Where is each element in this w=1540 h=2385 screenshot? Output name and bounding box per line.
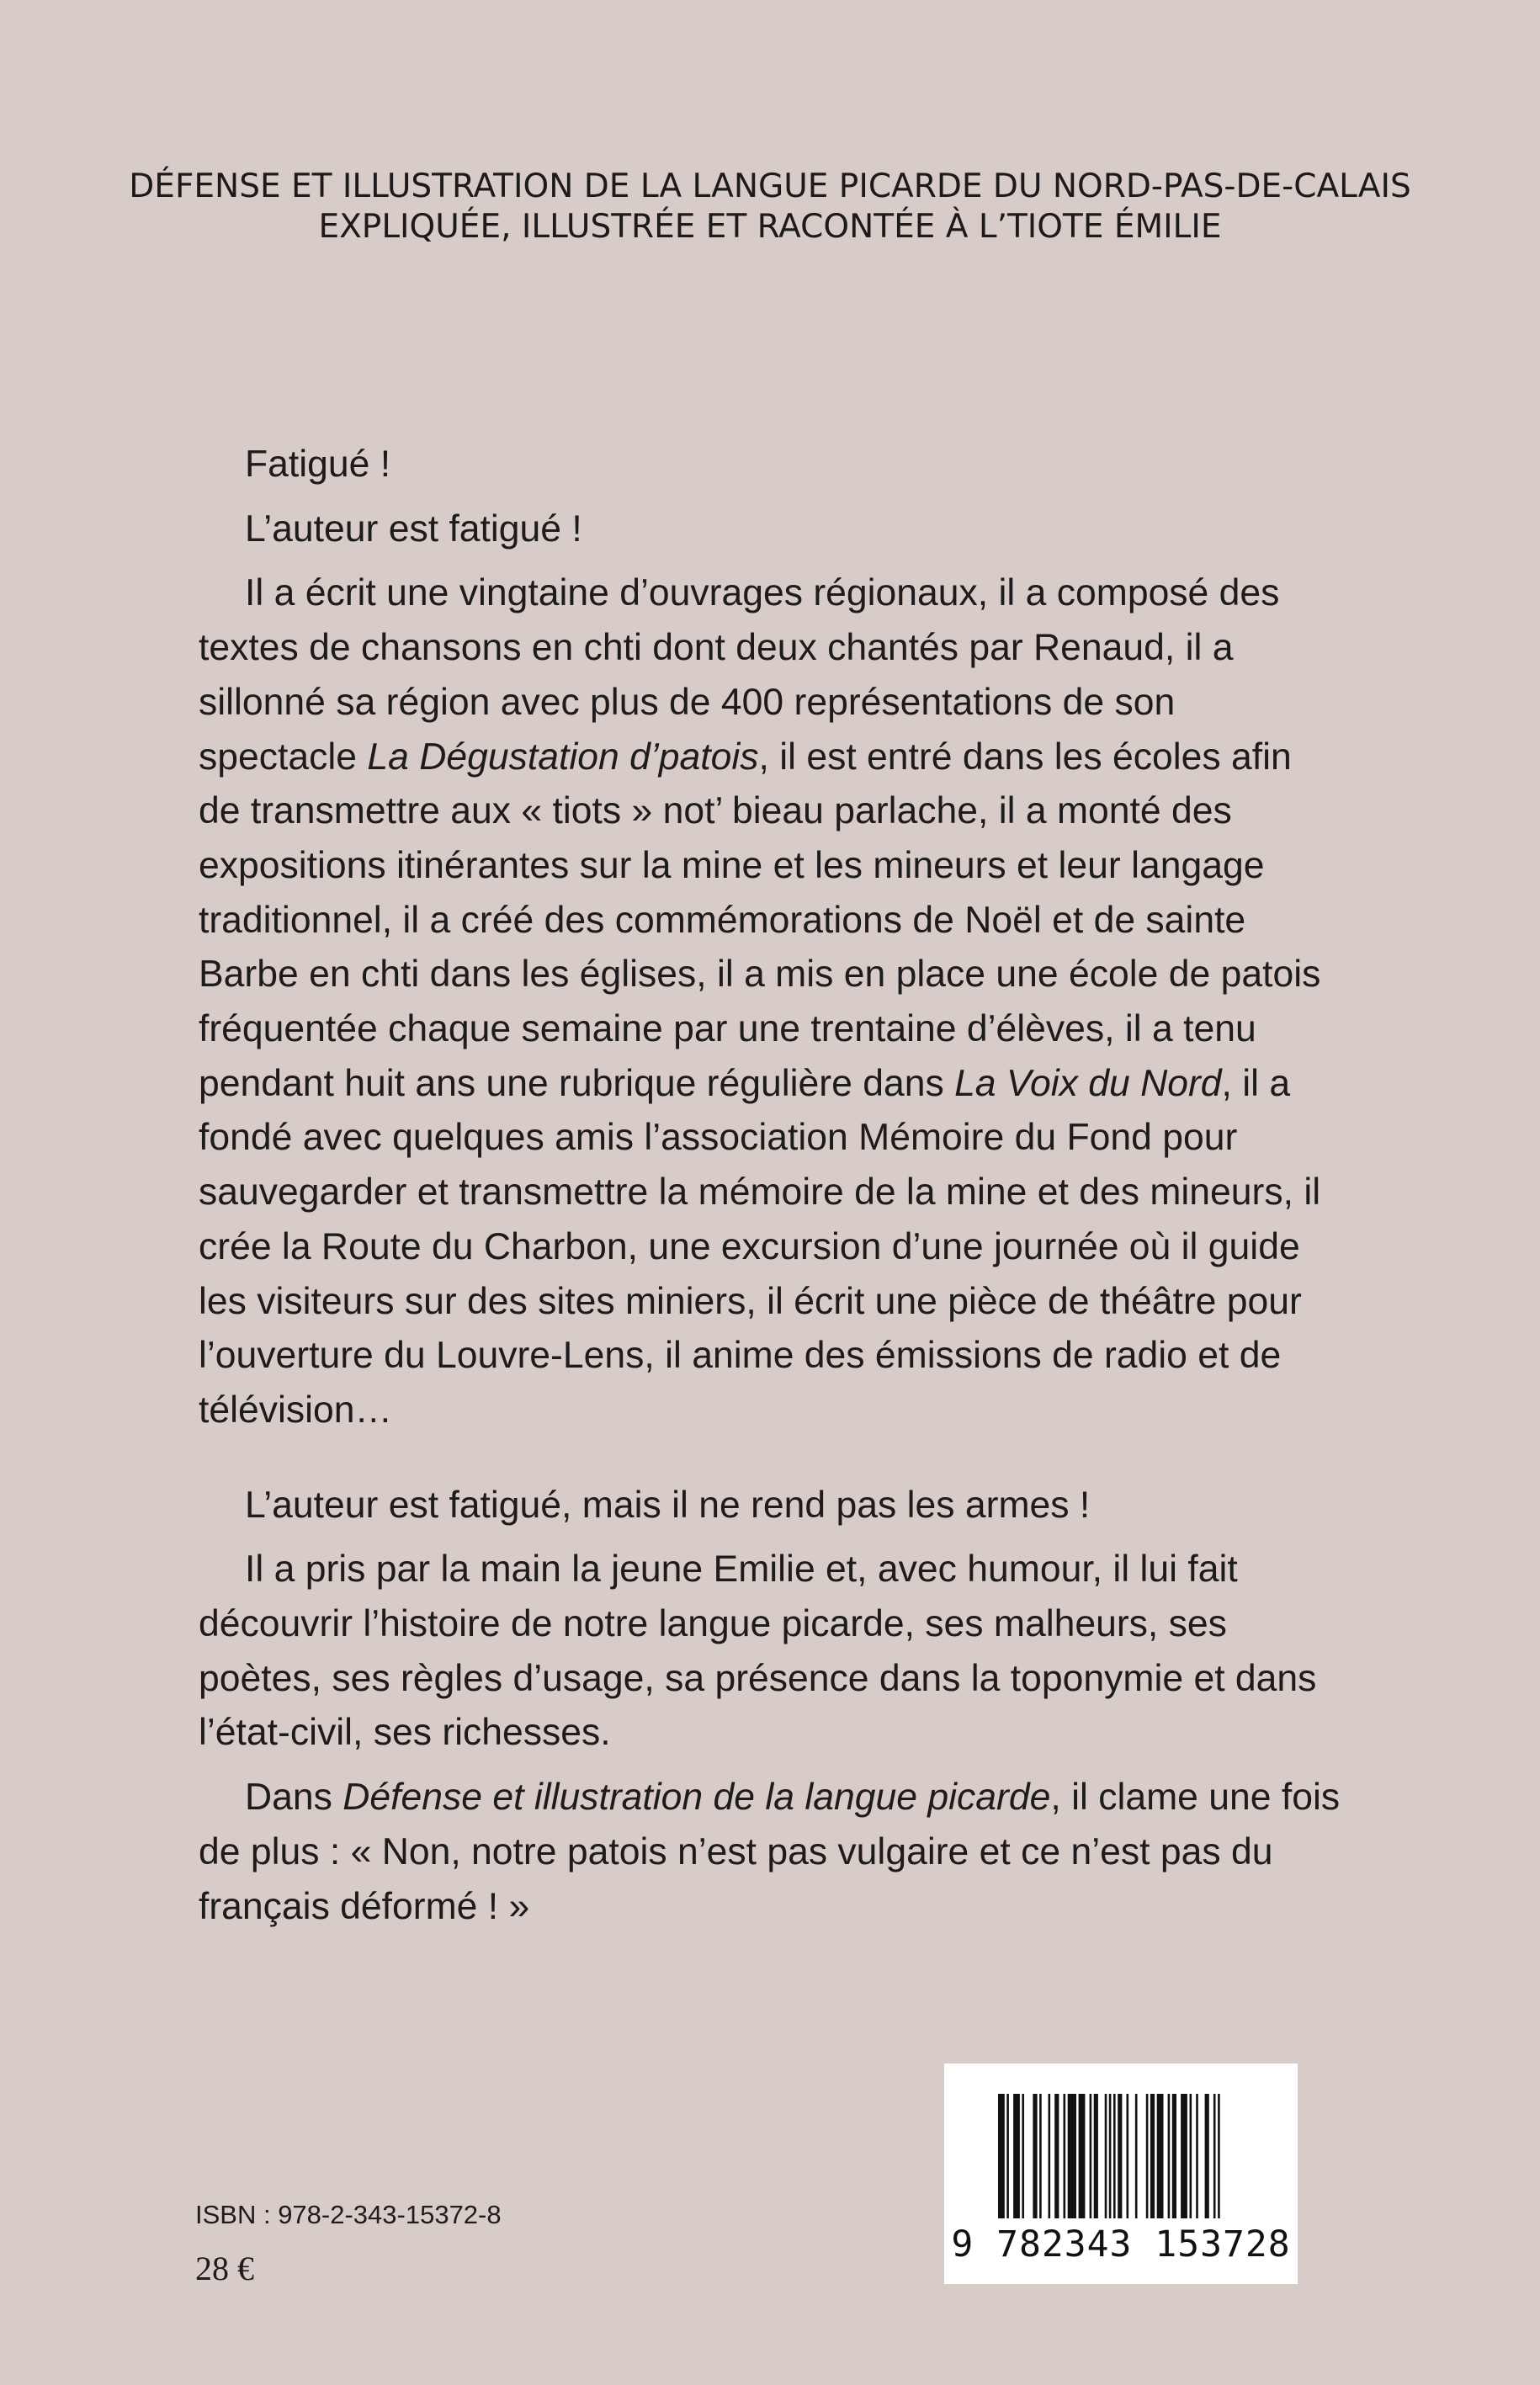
barcode-bar — [1127, 2094, 1129, 2218]
title-line-2: EXPLIQUÉE, ILLUSTRÉE ET RACONTÉE À L’TIOTE ÉMILIE — [318, 207, 1222, 246]
barcode-bar — [1054, 2094, 1059, 2218]
barcode-bar — [1181, 2094, 1187, 2218]
paragraph-3-part-a: Il a écrit une vingtaine d’ouvrages régionaux, il a composé des textes de chansons en chti dont deux chantés par Renaud, il a sillonné sa région avec plus de 400 représentations de son spectacle — [199, 572, 1280, 778]
barcode-bar — [1013, 2094, 1020, 2218]
barcode-bar — [1039, 2094, 1042, 2218]
paragraph-6-part-c: , il clame une fois de plus : « Non, notre patois n’est pas vulgaire et ce n’est pas du français déformé ! » — [199, 1777, 1341, 1927]
barcode-bar — [1033, 2094, 1037, 2218]
barcode-bar — [1105, 2094, 1107, 2218]
barcode-bar — [1068, 2094, 1076, 2218]
barcode-bar — [1168, 2094, 1171, 2218]
barcode-bar — [1006, 2094, 1009, 2218]
paragraph-3-part-c: , il est entré dans les écoles afin de transmettre aux « tiots » not’ bieau parlache, il a monté des expositions itinérantes sur la mine et les mineurs et leur langage traditionnel, il a créé des commémorations de Noël et de sainte Barbe en chti dans les églises, il a mis en place une école de patois fréquentée chaque semaine par une trentaine d’élèves, il a tenu pendant huit ans une rubrique régulière dans — [199, 736, 1321, 1104]
isbn-text: ISBN : 978-2-343-15372-8 — [195, 2200, 502, 2229]
barcode-bar — [1109, 2094, 1112, 2218]
book-series-title — [101, 167, 1439, 247]
barcode-bar — [1064, 2094, 1066, 2218]
barcode-bar — [1218, 2094, 1220, 2218]
paragraph-6-italic-book-title: Défense et illustration de la langue picarde — [343, 1777, 1051, 1819]
barcode-bar — [1172, 2094, 1176, 2218]
isbn-barcode — [944, 2064, 1298, 2284]
barcode-digits: 9 782343 153728 — [951, 2223, 1291, 2265]
barcode-bar — [1118, 2094, 1122, 2218]
back-cover-blurb — [199, 438, 1341, 1934]
barcode-bar — [1157, 2094, 1164, 2218]
barcode-bar — [1135, 2094, 1138, 2218]
barcode-bar — [1213, 2094, 1216, 2218]
paragraph-1: Fatigué ! — [245, 444, 391, 485]
paragraph-5: Il a pris par la main la jeune Emilie et, avec humour, il lui fait découvrir l’histoire de notre langue picarde, ses malheurs, ses poètes, ses règles d’usage, sa présence dans la toponymie et dans l’état-civil, ses richesses. — [199, 1548, 1317, 1754]
barcode-bar — [1090, 2094, 1092, 2218]
barcode-bar — [998, 2094, 1005, 2218]
barcode-bar — [1049, 2094, 1051, 2218]
barcode-bar — [1113, 2094, 1116, 2218]
paragraph-6 — [199, 1771, 1341, 1934]
title-line-1: DÉFENSE ET ILLUSTRATION DE LA LANGUE PICARDE DU NORD-PAS-DE-CALAIS — [129, 167, 1411, 205]
barcode-bar — [1205, 2094, 1209, 2218]
paragraph-4: L’auteur est fatigué, mais il ne rend pas les armes ! — [245, 1484, 1091, 1526]
price-text: 28 € — [195, 2250, 254, 2287]
paragraph-6-part-a: Dans — [245, 1777, 343, 1819]
barcode-bar — [1146, 2094, 1149, 2218]
paragraph-3 — [199, 566, 1341, 1437]
barcode-bar — [1190, 2094, 1192, 2218]
barcode-bar — [1150, 2094, 1155, 2218]
paragraph-2: L’auteur est fatigué ! — [245, 507, 582, 550]
paragraph-3-italic-show-title: La Dégustation d’patois — [367, 736, 759, 778]
barcode-bar — [1022, 2094, 1024, 2218]
barcode-bar — [1094, 2094, 1098, 2218]
paragraph-3-italic-newspaper: La Voix du Nord — [954, 1062, 1222, 1104]
barcode-bar — [1079, 2094, 1086, 2218]
barcode-bars — [944, 2064, 1298, 2223]
barcode-bar — [1196, 2094, 1198, 2218]
paragraph-3-part-e: , il a fondé avec quelques amis l’association Mémoire du Fond pour sauvegarder et transmettre la mémoire de la mine et des mineurs, il crée la Route du Charbon, une excursion d’une journée où il guide les visiteurs sur des sites miniers, il écrit une pièce de théâtre pour l’ouverture du Louvre-Lens, il anime des émissions de radio et de télévision… — [199, 1062, 1321, 1431]
